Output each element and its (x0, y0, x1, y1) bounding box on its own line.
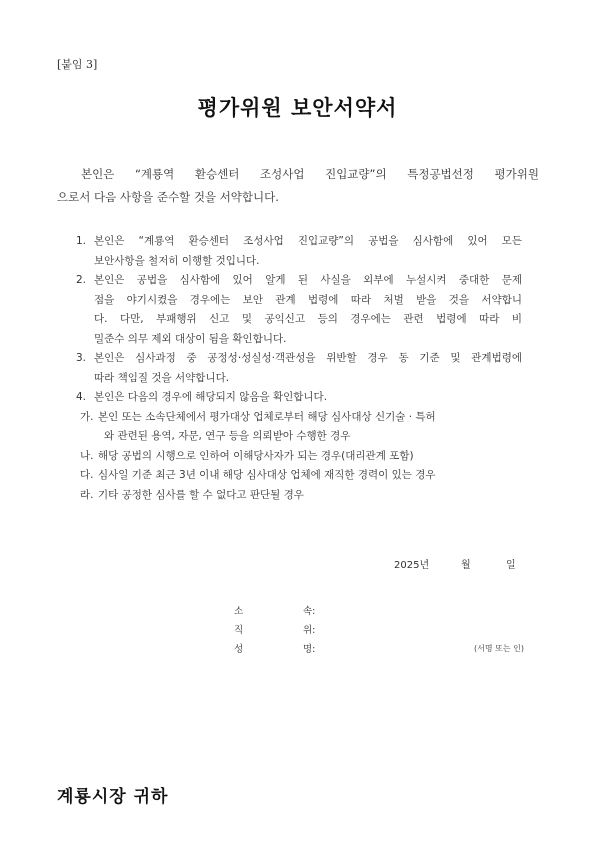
date-year: 2025년 (394, 560, 430, 571)
item-text: 점을 야기시켰을 경우에는 보안 관계 법령에 따라 처벌 받을 것을 서약합니 (94, 293, 522, 306)
date-month: 월 (461, 560, 471, 571)
item-number: 4. (76, 391, 87, 403)
document-title: 평가위원 보안서약서 (197, 96, 398, 120)
subitem-text: 해당 공법의 시행으로 인하여 이해당사자가 되는 경우(대리관계 포함) (98, 449, 414, 462)
pledge-item-1 (76, 232, 522, 271)
subitem-text: 심사일 기준 최근 3년 이내 해당 심사대상 업체에 재직한 경력이 있는 경우 (98, 469, 436, 481)
affiliation-colon: 속: (303, 606, 316, 617)
pledge-subitem-da (80, 466, 522, 486)
subitem-text: 기타 공정한 심사를 할 수 없다고 판단될 경우 (98, 488, 304, 501)
intro-paragraph (57, 163, 539, 209)
pledge-list (76, 232, 522, 505)
subitem-marker: 가. (80, 410, 94, 423)
pledge-subitem-ga (80, 408, 522, 447)
pledge-subitem-na (80, 447, 522, 467)
item-text: 밀준수 의무 제외 대상이 됨을 확인합니다. (94, 332, 287, 345)
item-text: 따라 책임질 것을 서약합니다. (94, 371, 230, 384)
subitem-text: 와 관련된 용역, 자문, 연구 등을 의뢰받아 수행한 경우 (104, 430, 351, 442)
item-text: 본인은 다음의 경우에 해당되지 않음을 확인합니다. (94, 391, 328, 403)
pledge-item-3 (76, 349, 522, 388)
name-label: 성 (234, 644, 244, 655)
item-text: 본인은 공법을 심사함에 있어 알게 된 사실을 외부에 누설시켜 중대한 문제 (94, 274, 522, 286)
attachment-label: [붙임 3] (57, 58, 98, 71)
subitem-text: 본인 또는 소속단체에서 평가대상 업체로부터 해당 심사대상 신기술 · 특허 (98, 410, 436, 423)
pledge-item-4 (76, 388, 522, 408)
item-number: 2. (76, 274, 87, 286)
addressee: 계룡시장 귀하 (57, 787, 169, 807)
pledge-subitem-ra (80, 486, 522, 506)
item-text: 보안사항을 철저히 이행할 것입니다. (94, 254, 260, 267)
affiliation-label: 소 (234, 606, 244, 617)
date-day: 일 (506, 560, 516, 571)
subitem-marker: 나. (80, 449, 94, 462)
subitem-marker: 라. (80, 488, 94, 501)
item-text: 본인은 심사과정 중 공정성·성실성·객관성을 위반할 경우 동 기준 및 관계법령에 (94, 352, 522, 364)
intro-line-1: 본인은 “계룡역 환승센터 조성사업 진입교량”의 특정공법선정 평가위원 (81, 167, 539, 181)
item-number: 1. (76, 235, 87, 247)
position-colon: 위: (303, 625, 316, 636)
intro-line-2: 으로서 다음 사항을 준수할 것을 서약합니다. (57, 190, 279, 204)
signature-note: (서명 또는 인) (474, 644, 524, 653)
subitem-marker: 다. (80, 469, 94, 481)
item-number: 3. (76, 352, 87, 364)
name-colon: 명: (303, 644, 316, 655)
item-text: 본인은 “계룡역 환승센터 조성사업 진입교량”의 공법을 심사함에 있어 모든 (94, 235, 522, 247)
pledge-item-2 (76, 271, 522, 349)
item-text: 다. 다만, 부패행위 신고 및 공익신고 등의 경우에는 관련 법령에 따라 비 (94, 313, 522, 325)
position-label: 직 (234, 625, 244, 636)
